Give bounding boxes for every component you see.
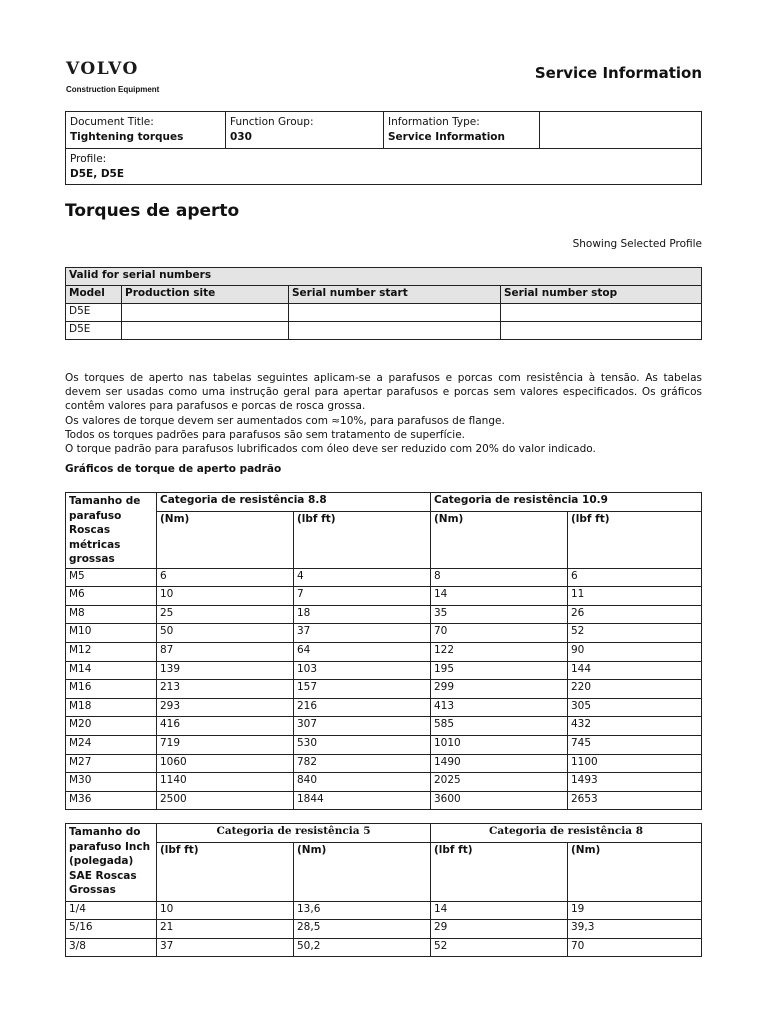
torque-value-cell: 530 bbox=[294, 735, 431, 754]
page-title: Torques de aperto bbox=[65, 201, 240, 221]
torque-value-cell: 195 bbox=[431, 661, 568, 680]
torque-value-cell: 52 bbox=[431, 938, 568, 957]
bolt-size-cell: M10 bbox=[66, 624, 157, 643]
torque-value-cell: 35 bbox=[431, 605, 568, 624]
unit-header: (lbf ft) bbox=[157, 842, 294, 901]
torque-value-cell: 293 bbox=[157, 698, 294, 717]
profile-value: D5E, D5E bbox=[70, 168, 125, 180]
unit-header: (lbf ft) bbox=[294, 511, 431, 568]
torque-value-cell: 11 bbox=[568, 587, 702, 606]
table-row bbox=[66, 920, 702, 939]
torque-value-cell: 585 bbox=[431, 717, 568, 736]
torque-value-cell: 21 bbox=[157, 920, 294, 939]
torque-value-cell: 840 bbox=[294, 773, 431, 792]
table-row bbox=[66, 901, 702, 920]
torque-value-cell: 2025 bbox=[431, 773, 568, 792]
table-row bbox=[66, 680, 702, 699]
info-type-value: Service Information bbox=[388, 131, 505, 143]
torque-value-cell: 139 bbox=[157, 661, 294, 680]
category-header: Categoria de resistência 8 bbox=[431, 824, 702, 843]
unit-header: (lbf ft) bbox=[431, 842, 568, 901]
bolt-size-cell: M20 bbox=[66, 717, 157, 736]
table-row bbox=[66, 791, 702, 810]
brand-subtitle: Construction Equipment bbox=[66, 85, 160, 94]
table-row bbox=[66, 938, 702, 957]
bolt-size-cell: M5 bbox=[66, 568, 157, 587]
unit-header: (Nm) bbox=[568, 842, 702, 901]
brand-wordmark: VOLVO bbox=[66, 59, 139, 79]
torque-value-cell: 1060 bbox=[157, 754, 294, 773]
unit-header: (Nm) bbox=[157, 511, 294, 568]
torque-value-cell: 2500 bbox=[157, 791, 294, 810]
info-type-label: Information Type: bbox=[388, 116, 480, 128]
bolt-size-cell: M36 bbox=[66, 791, 157, 810]
table-row bbox=[66, 717, 702, 736]
torque-value-cell: 37 bbox=[157, 938, 294, 957]
torque-value-cell: 14 bbox=[431, 901, 568, 920]
torque-value-cell: 18 bbox=[294, 605, 431, 624]
torque-value-cell: 6 bbox=[568, 568, 702, 587]
table-row bbox=[66, 754, 702, 773]
torque-value-cell: 6 bbox=[157, 568, 294, 587]
table-cell bbox=[289, 322, 501, 340]
graphs-title: Gráficos de torque de aperto padrão bbox=[65, 463, 282, 476]
body-text bbox=[65, 371, 702, 476]
torque-value-cell: 1100 bbox=[568, 754, 702, 773]
doc-title-label: Document Title: bbox=[70, 116, 154, 128]
table-row bbox=[66, 661, 702, 680]
torque-value-cell: 90 bbox=[568, 642, 702, 661]
unit-header: (Nm) bbox=[294, 842, 431, 901]
torque-value-cell: 28,5 bbox=[294, 920, 431, 939]
empty-info-cell bbox=[539, 112, 701, 148]
bolt-size-cell: 5/16 bbox=[66, 920, 157, 939]
bolt-size-cell: M24 bbox=[66, 735, 157, 754]
bolt-size-cell: M18 bbox=[66, 698, 157, 717]
torque-value-cell: 70 bbox=[431, 624, 568, 643]
torque-value-cell: 719 bbox=[157, 735, 294, 754]
metric-torque-table bbox=[65, 492, 702, 810]
function-group-label: Function Group: bbox=[230, 116, 314, 128]
torque-value-cell: 50,2 bbox=[294, 938, 431, 957]
table-cell bbox=[501, 304, 702, 322]
size-header: Tamanho do parafuso Inch (polegada) SAE Roscas Grossas bbox=[66, 824, 157, 902]
service-info-title: Service Information bbox=[534, 64, 702, 82]
bolt-size-cell: M27 bbox=[66, 754, 157, 773]
serial-col-header: Production site bbox=[122, 286, 289, 304]
paragraph: Os torques de aperto nas tabelas seguintes aplicam-se a parafusos e porcas com resistência à tensão. As tabelas devem ser usadas como uma instrução geral para apertar parafusos e porcas sem valores especificados. Os gráficos contêm valores para parafusos e porcas de rosca grossa. bbox=[65, 372, 702, 413]
profile-label: Profile: bbox=[70, 153, 107, 165]
torque-value-cell: 103 bbox=[294, 661, 431, 680]
bolt-size-cell: M16 bbox=[66, 680, 157, 699]
torque-value-cell: 25 bbox=[157, 605, 294, 624]
serial-table-title: Valid for serial numbers bbox=[66, 268, 702, 286]
torque-value-cell: 416 bbox=[157, 717, 294, 736]
torque-value-cell: 307 bbox=[294, 717, 431, 736]
table-row bbox=[66, 642, 702, 661]
torque-value-cell: 29 bbox=[431, 920, 568, 939]
table-row bbox=[66, 773, 702, 792]
torque-value-cell: 87 bbox=[157, 642, 294, 661]
function-group-value: 030 bbox=[230, 131, 252, 143]
bolt-size-cell: M14 bbox=[66, 661, 157, 680]
bolt-size-cell: M6 bbox=[66, 587, 157, 606]
torque-value-cell: 10 bbox=[157, 901, 294, 920]
unit-header: (Nm) bbox=[431, 511, 568, 568]
torque-value-cell: 39,3 bbox=[568, 920, 702, 939]
document-info-box bbox=[65, 111, 702, 185]
table-cell bbox=[501, 322, 702, 340]
torque-value-cell: 14 bbox=[431, 587, 568, 606]
torque-value-cell: 1140 bbox=[157, 773, 294, 792]
function-group-cell bbox=[225, 112, 383, 148]
torque-value-cell: 216 bbox=[294, 698, 431, 717]
bolt-size-cell: 3/8 bbox=[66, 938, 157, 957]
serial-col-header: Model bbox=[66, 286, 122, 304]
bolt-size-cell: M8 bbox=[66, 605, 157, 624]
torque-value-cell: 13,6 bbox=[294, 901, 431, 920]
torque-value-cell: 7 bbox=[294, 587, 431, 606]
table-cell bbox=[122, 322, 289, 340]
category-header: Categoria de resistência 8.8 bbox=[157, 493, 431, 512]
inch-torque-table bbox=[65, 823, 702, 957]
torque-value-cell: 432 bbox=[568, 717, 702, 736]
torque-value-cell: 144 bbox=[568, 661, 702, 680]
torque-value-cell: 299 bbox=[431, 680, 568, 699]
torque-value-cell: 745 bbox=[568, 735, 702, 754]
torque-value-cell: 4 bbox=[294, 568, 431, 587]
volvo-logo bbox=[66, 60, 159, 94]
table-row bbox=[66, 322, 702, 340]
table-row bbox=[66, 698, 702, 717]
table-row bbox=[66, 587, 702, 606]
torque-value-cell: 220 bbox=[568, 680, 702, 699]
torque-value-cell: 782 bbox=[294, 754, 431, 773]
serial-col-header: Serial number stop bbox=[501, 286, 702, 304]
size-header: Tamanho de parafuso Roscas métricas grossas bbox=[66, 493, 157, 569]
bolt-size-cell: 1/4 bbox=[66, 901, 157, 920]
info-type-cell bbox=[383, 112, 539, 148]
torque-value-cell: 2653 bbox=[568, 791, 702, 810]
doc-title-cell bbox=[66, 112, 225, 148]
torque-value-cell: 8 bbox=[431, 568, 568, 587]
table-cell bbox=[122, 304, 289, 322]
profile-cell bbox=[66, 149, 701, 184]
torque-value-cell: 413 bbox=[431, 698, 568, 717]
torque-value-cell: 1010 bbox=[431, 735, 568, 754]
torque-value-cell: 52 bbox=[568, 624, 702, 643]
doc-title-value: Tightening torques bbox=[70, 131, 184, 143]
showing-profile-text: Showing Selected Profile bbox=[572, 238, 702, 250]
category-header: Categoria de resistência 10.9 bbox=[431, 493, 702, 512]
torque-value-cell: 157 bbox=[294, 680, 431, 699]
table-row bbox=[66, 605, 702, 624]
torque-value-cell: 213 bbox=[157, 680, 294, 699]
paragraph: Os valores de torque devem ser aumentados com ≈10%, para parafusos de flange. bbox=[65, 414, 505, 427]
table-row bbox=[66, 304, 702, 322]
torque-value-cell: 70 bbox=[568, 938, 702, 957]
bolt-size-cell: M30 bbox=[66, 773, 157, 792]
paragraph: Todos os torques padrões para parafusos são sem tratamento de superfície. bbox=[65, 428, 466, 441]
torque-value-cell: 10 bbox=[157, 587, 294, 606]
serial-numbers-table bbox=[65, 267, 702, 340]
paragraph: O torque padrão para parafusos lubrificados com óleo deve ser reduzido com 20% do valor indicado. bbox=[65, 443, 596, 456]
torque-value-cell: 50 bbox=[157, 624, 294, 643]
torque-value-cell: 64 bbox=[294, 642, 431, 661]
torque-value-cell: 37 bbox=[294, 624, 431, 643]
unit-header: (lbf ft) bbox=[568, 511, 702, 568]
torque-value-cell: 1844 bbox=[294, 791, 431, 810]
serial-col-header: Serial number start bbox=[289, 286, 501, 304]
torque-value-cell: 3600 bbox=[431, 791, 568, 810]
table-row bbox=[66, 624, 702, 643]
table-cell: D5E bbox=[66, 304, 122, 322]
torque-value-cell: 19 bbox=[568, 901, 702, 920]
table-cell bbox=[289, 304, 501, 322]
torque-value-cell: 305 bbox=[568, 698, 702, 717]
torque-value-cell: 1490 bbox=[431, 754, 568, 773]
torque-value-cell: 122 bbox=[431, 642, 568, 661]
table-row bbox=[66, 568, 702, 587]
bolt-size-cell: M12 bbox=[66, 642, 157, 661]
table-row bbox=[66, 735, 702, 754]
category-header: Categoria de resistência 5 bbox=[157, 824, 431, 843]
torque-value-cell: 1493 bbox=[568, 773, 702, 792]
torque-value-cell: 26 bbox=[568, 605, 702, 624]
table-cell: D5E bbox=[66, 322, 122, 340]
